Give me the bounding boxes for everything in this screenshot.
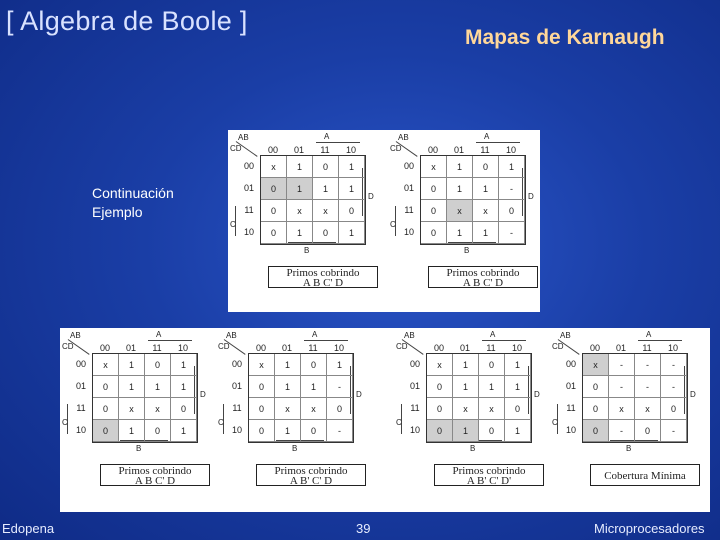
map-cell: x [473,200,499,222]
caption-line-1: Primos cobrindo [274,465,348,477]
b-label: B [626,444,632,453]
map-grid [426,353,532,443]
column-header: 11 [642,343,652,353]
map-cell: - [609,354,635,376]
map-cell: 0 [583,398,609,420]
map-cell: 0 [427,376,453,398]
map-cell: 0 [421,200,447,222]
map-cell: 0 [93,376,119,398]
caption-line-2: A B' C' D [289,475,333,487]
subtitle [92,184,174,222]
a-label: A [490,330,496,339]
map-cell: 0 [499,200,525,222]
map-cell: 1 [479,376,505,398]
karnaugh-map [396,330,548,490]
map-cell: 1 [287,156,313,178]
karnaugh-map [62,330,214,490]
column-header: 00 [427,145,438,155]
column-header: 10 [667,343,678,353]
map-cell: 0 [421,222,447,244]
column-header: 10 [511,343,522,353]
row-header: 01 [231,381,242,391]
caption-line-1: Primos cobrindo [452,465,526,477]
map-cell: 1 [447,156,473,178]
column-header: 10 [177,343,188,353]
column-header: 01 [615,343,626,353]
map-cell: 0 [583,376,609,398]
b-label: B [470,444,476,453]
a-bracket [316,142,360,143]
row-header: 11 [404,205,414,215]
footer-course: Microprocesadores [594,521,705,536]
map-cell: 0 [327,398,353,420]
karnaugh-map [218,330,370,490]
a-label: A [312,330,318,339]
map-cell: 0 [145,354,171,376]
map-cell: x [447,200,473,222]
map-cell: 1 [447,222,473,244]
map-cell: 0 [583,420,609,442]
map-cell: - [661,354,687,376]
subtitle-line-1: Continuación [92,185,174,201]
map-cell: 0 [473,156,499,178]
map-caption [100,464,210,486]
map-cell: x [93,354,119,376]
map-grid [420,155,526,245]
map-cell: 0 [313,156,339,178]
map-cell: 0 [261,178,287,200]
b-label: B [304,246,310,255]
map-cell: x [453,398,479,420]
row-header: 00 [565,359,576,369]
map-cell: 0 [261,200,287,222]
c-label: C [230,220,236,229]
a-label: A [156,330,162,339]
map-cell: - [327,376,353,398]
map-cell: 1 [453,420,479,442]
map-cell: x [635,398,661,420]
d-label: D [356,390,362,399]
ab-label: AB [560,331,571,340]
column-header: 00 [589,343,600,353]
map-cell: 0 [145,420,171,442]
c-label: C [390,220,396,229]
a-bracket [304,340,348,341]
map-cell: 1 [313,178,339,200]
map-cell: - [661,420,687,442]
b-label: B [464,246,470,255]
karnaugh-map [552,330,704,490]
caption-line-2: A B C' D [134,475,176,487]
row-header: 01 [75,381,86,391]
column-header: 01 [125,343,136,353]
map-cell: x [275,398,301,420]
slide-heading: Mapas de Karnaugh [465,26,665,49]
c-label: C [552,418,558,427]
column-header: 00 [433,343,444,353]
map-cell: 1 [119,354,145,376]
d-label: D [368,192,374,201]
map-cell: x [261,156,287,178]
map-caption [428,266,538,288]
map-cell: 1 [473,178,499,200]
map-cell: x [301,398,327,420]
subtitle-line-2: Ejemplo [92,204,143,220]
map-cell: 0 [427,420,453,442]
map-cell: 1 [499,156,525,178]
map-cell: x [609,398,635,420]
column-header: 00 [255,343,266,353]
map-cell: x [145,398,171,420]
map-cell: - [609,376,635,398]
a-bracket [482,340,526,341]
map-cell: 0 [313,222,339,244]
map-cell: 1 [119,376,145,398]
cd-label: CD [390,144,402,153]
map-cell: 1 [171,354,197,376]
d-label: D [690,390,696,399]
row-header: 10 [403,227,414,237]
map-cell: 0 [301,420,327,442]
map-cell: 0 [171,398,197,420]
row-header: 10 [231,425,242,435]
ab-label: AB [70,331,81,340]
map-caption [590,464,700,486]
row-header: 10 [75,425,86,435]
cd-label: CD [218,342,230,351]
row-header: 10 [243,227,254,237]
d-label: D [528,192,534,201]
a-label: A [324,132,330,141]
map-cell: 1 [171,420,197,442]
row-header: 11 [566,403,576,413]
c-label: C [396,418,402,427]
map-cell: 0 [249,376,275,398]
caption-line-2: A B' C' D' [466,475,512,487]
row-header: 01 [243,183,254,193]
map-caption [268,266,378,288]
row-header: 00 [243,161,254,171]
map-cell: - [635,354,661,376]
column-header: 10 [333,343,344,353]
map-cell: 0 [249,398,275,420]
map-cell: x [287,200,313,222]
map-cell: 1 [275,354,301,376]
a-bracket [148,340,192,341]
caption-line-2: A B C' D [462,277,504,289]
row-header: 01 [565,381,576,391]
column-header: 11 [308,343,318,353]
map-cell: 0 [635,420,661,442]
row-header: 00 [231,359,242,369]
ab-label: AB [398,133,409,142]
column-header: 10 [505,145,516,155]
row-header: 10 [565,425,576,435]
ab-label: AB [404,331,415,340]
column-header: 11 [480,145,490,155]
map-cell: 1 [453,376,479,398]
map-cell: 0 [339,200,365,222]
map-cell: 1 [339,222,365,244]
map-cell: 1 [301,376,327,398]
map-grid [92,353,198,443]
slide-title: [ Algebra de Boole ] [6,6,248,36]
map-cell: 1 [505,420,531,442]
cd-label: CD [552,342,564,351]
column-header: 10 [345,145,356,155]
map-cell: 0 [249,420,275,442]
map-cell: x [479,398,505,420]
map-cell: 1 [505,376,531,398]
karnaugh-map [230,132,382,292]
map-cell: 1 [453,354,479,376]
map-cell: 1 [275,376,301,398]
map-cell: - [661,376,687,398]
map-caption [434,464,544,486]
map-cell: 1 [473,222,499,244]
map-cell: x [583,354,609,376]
row-header: 11 [410,403,420,413]
map-cell: 0 [421,178,447,200]
map-cell: - [635,376,661,398]
d-label: D [534,390,540,399]
map-cell: 1 [287,222,313,244]
map-cell: 0 [261,222,287,244]
a-bracket [476,142,520,143]
column-header: 00 [267,145,278,155]
d-label: D [200,390,206,399]
c-label: C [218,418,224,427]
column-header: 11 [320,145,330,155]
map-caption [256,464,366,486]
map-cell: 0 [661,398,687,420]
a-label: A [646,330,652,339]
map-cell: x [313,200,339,222]
cd-label: CD [62,342,74,351]
map-cell: 0 [93,398,119,420]
map-cell: x [249,354,275,376]
caption-line-1: Cobertura Mínima [604,470,686,482]
row-header: 00 [409,359,420,369]
column-header: 01 [459,343,470,353]
b-label: B [136,444,142,453]
map-cell: 1 [505,354,531,376]
map-cell: 1 [275,420,301,442]
row-header: 00 [75,359,86,369]
map-cell: 0 [427,398,453,420]
column-header: 11 [486,343,496,353]
map-cell: - [327,420,353,442]
column-header: 01 [453,145,464,155]
c-label: C [62,418,68,427]
map-cell: - [499,178,525,200]
map-cell: - [609,420,635,442]
row-header: 11 [232,403,242,413]
a-bracket [638,340,682,341]
page-number: 39 [356,521,371,536]
map-cell: x [421,156,447,178]
column-header: 01 [281,343,292,353]
cd-label: CD [396,342,408,351]
karnaugh-map [390,132,542,292]
map-cell: 1 [339,178,365,200]
map-cell: 1 [171,376,197,398]
map-cell: 1 [287,178,313,200]
map-cell: 1 [447,178,473,200]
map-cell: 0 [479,420,505,442]
footer-author: Edopena [2,521,55,536]
ab-label: AB [238,133,249,142]
map-cell: 1 [119,420,145,442]
row-header: 01 [403,183,414,193]
row-header: 11 [76,403,86,413]
cd-label: CD [230,144,242,153]
column-header: 00 [99,343,110,353]
caption-line-1: Primos cobrindo [118,465,192,477]
map-cell: 0 [505,398,531,420]
caption-line-2: A B C' D [302,277,344,289]
map-cell: x [427,354,453,376]
map-cell: 1 [327,354,353,376]
map-cell: 0 [301,354,327,376]
map-grid [248,353,354,443]
a-label: A [484,132,490,141]
map-cell: 1 [339,156,365,178]
row-header: 10 [409,425,420,435]
map-grid [582,353,688,443]
map-cell: 0 [479,354,505,376]
column-header: 11 [152,343,162,353]
map-grid [260,155,366,245]
ab-label: AB [226,331,237,340]
caption-line-1: Primos cobrindo [286,267,360,279]
map-cell: - [499,222,525,244]
map-cell: 0 [93,420,119,442]
caption-line-1: Primos cobrindo [446,267,520,279]
map-cell: 1 [145,376,171,398]
row-header: 11 [244,205,254,215]
row-header: 00 [403,161,414,171]
column-header: 01 [293,145,304,155]
map-cell: x [119,398,145,420]
b-label: B [292,444,298,453]
row-header: 01 [409,381,420,391]
